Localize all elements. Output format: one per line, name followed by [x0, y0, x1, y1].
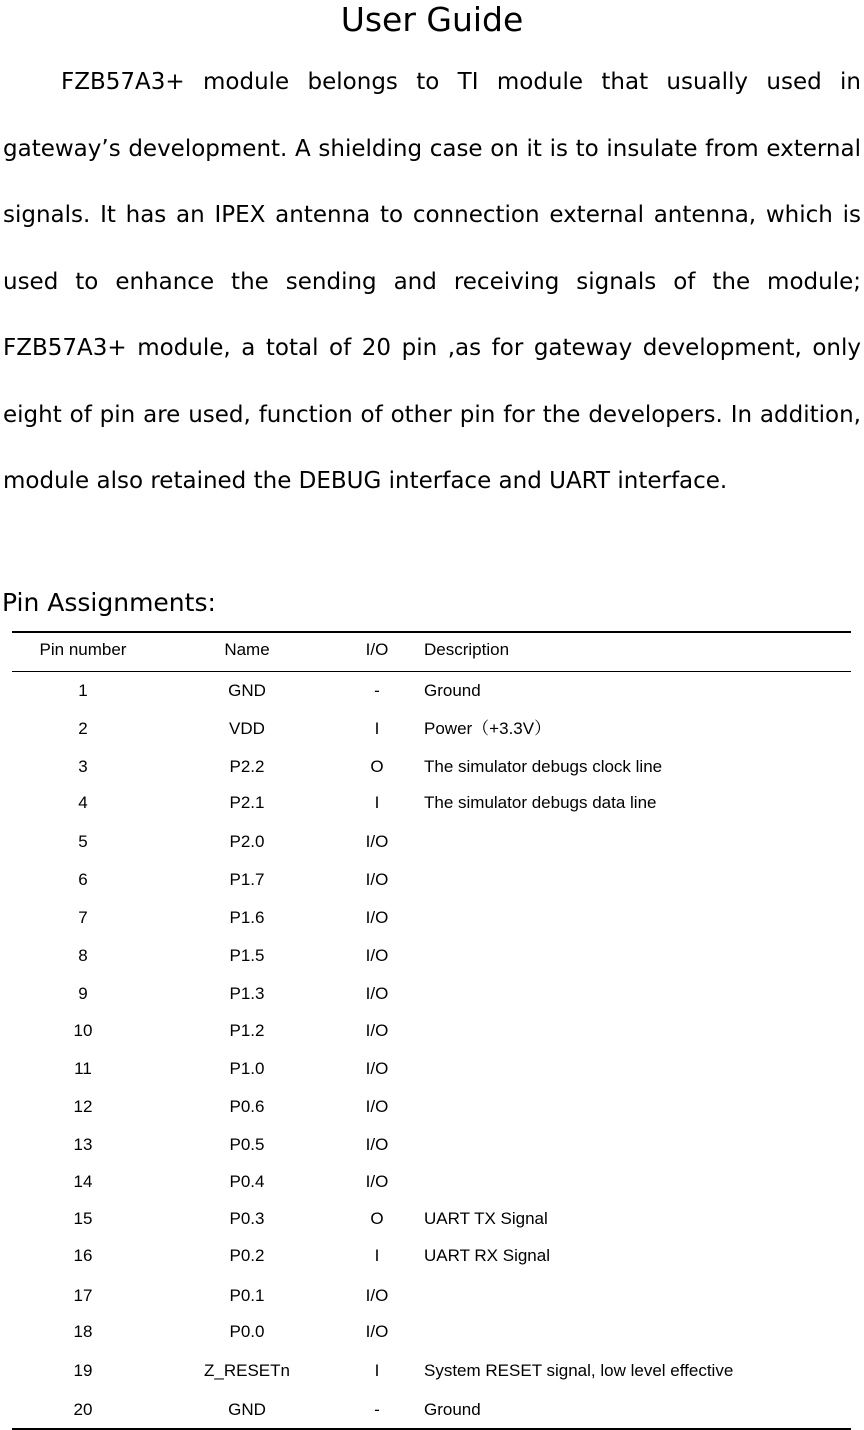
pin-io-cell: I — [374, 1361, 380, 1380]
pin-number-cell: 19 — [73, 1361, 93, 1380]
table-row — [0, 1132, 864, 1158]
pin-number-cell: 6 — [78, 870, 88, 889]
table-row — [0, 905, 864, 931]
pin-description-cell: The simulator debugs clock line — [424, 757, 663, 776]
section-heading-pin-assignments: Pin Assignments: — [2, 588, 216, 617]
pin-name-cell: P0.2 — [229, 1246, 265, 1265]
table-row — [0, 1319, 864, 1345]
pin-io-cell: I/O — [365, 832, 389, 851]
pin-name-cell: P1.6 — [229, 908, 265, 927]
pin-io-cell: I/O — [365, 946, 389, 965]
pin-name-cell: P1.3 — [229, 984, 265, 1003]
table-row — [0, 867, 864, 893]
table-row — [0, 754, 864, 780]
table-header-row — [0, 637, 864, 663]
table-row — [0, 716, 864, 742]
pin-number-cell: 12 — [73, 1097, 93, 1116]
pin-number-cell: 20 — [73, 1400, 93, 1419]
pin-name-cell: P2.2 — [229, 757, 265, 776]
table-top-rule — [12, 631, 851, 633]
pin-number-cell: 17 — [73, 1286, 93, 1305]
pin-number-cell: 13 — [73, 1135, 93, 1154]
pin-number-cell: 9 — [78, 984, 88, 1003]
pin-io-cell: I/O — [365, 1059, 389, 1078]
pin-io-cell: I/O — [365, 870, 389, 889]
pin-number-cell: 8 — [78, 946, 88, 965]
pin-name-cell: GND — [228, 681, 266, 700]
pin-description-cell: The simulator debugs data line — [424, 793, 657, 812]
pin-number-cell: 1 — [78, 681, 88, 700]
pin-number-cell: 15 — [73, 1209, 93, 1228]
pin-io-cell: I/O — [365, 908, 389, 927]
pin-io-cell: I/O — [365, 1172, 389, 1191]
pin-number-cell: 18 — [73, 1322, 93, 1341]
header-name: Name — [224, 640, 270, 659]
pin-name-cell: P0.0 — [229, 1322, 265, 1341]
pin-name-cell: P0.1 — [229, 1286, 265, 1305]
pin-io-cell: I/O — [365, 1286, 389, 1305]
pin-name-cell: P1.7 — [229, 870, 265, 889]
pin-description-cell: Ground — [424, 681, 481, 700]
pin-number-cell: 10 — [73, 1021, 93, 1040]
pin-io-cell: - — [374, 681, 380, 700]
table-row — [0, 1018, 864, 1044]
pin-name-cell: P0.5 — [229, 1135, 265, 1154]
pin-io-cell: I/O — [365, 1135, 389, 1154]
pin-number-cell: 2 — [78, 719, 88, 738]
table-row — [0, 829, 864, 855]
pin-name-cell: P1.0 — [229, 1059, 265, 1078]
pin-number-cell: 14 — [73, 1172, 93, 1191]
pin-name-cell: P0.4 — [229, 1172, 265, 1191]
pin-number-cell: 3 — [78, 757, 88, 776]
pin-name-cell: P1.5 — [229, 946, 265, 965]
pin-number-cell: 5 — [78, 832, 88, 851]
pin-io-cell: - — [374, 1400, 380, 1419]
table-bottom-rule — [12, 1428, 851, 1430]
pin-name-cell: Z_RESETn — [204, 1361, 290, 1380]
pin-description-cell: UART RX Signal — [424, 1246, 550, 1265]
pin-io-cell: O — [370, 1209, 384, 1228]
table-row — [0, 1283, 864, 1309]
table-row — [0, 981, 864, 1007]
pin-description-cell: System RESET signal, low level effective — [424, 1361, 734, 1380]
pin-io-cell: I/O — [365, 1322, 389, 1341]
pin-name-cell: P0.6 — [229, 1097, 265, 1116]
intro-paragraph: FZB57A3+ module belongs to TI module that usually used in gateway’s development. A shielding case on it is to insulate from external signals. It has an IPEX antenna to connection external antenna, which is used to enhance the sending and receiving signals of the module; FZB57A3+ module, a total of 20 pin ,as for gateway development, only eight of pin are used, function of other pin for the developers. In addition, module also retained the DEBUG interface and UART interface. — [3, 69, 861, 494]
pin-name-cell: P0.3 — [229, 1209, 265, 1228]
pin-number-cell: 4 — [78, 793, 88, 812]
table-row — [0, 678, 864, 704]
table-header-rule — [12, 671, 851, 672]
pin-io-cell: O — [370, 757, 384, 776]
pin-description-cell: UART TX Signal — [424, 1209, 548, 1228]
table-row — [0, 1397, 864, 1423]
header-description: Description — [424, 640, 510, 659]
pin-io-cell: I — [374, 793, 380, 812]
pin-number-cell: 16 — [73, 1246, 93, 1265]
pin-number-cell: 7 — [78, 908, 88, 927]
pin-description-cell: Ground — [424, 1400, 481, 1419]
pin-name-cell: P1.2 — [229, 1021, 265, 1040]
table-row — [0, 1358, 864, 1384]
pin-name-cell: GND — [228, 1400, 266, 1419]
table-row — [0, 1094, 864, 1120]
pin-description-cell: Power（+3.3V） — [424, 719, 552, 738]
pin-name-cell: P2.1 — [229, 793, 265, 812]
table-row — [0, 790, 864, 816]
pin-number-cell: 11 — [74, 1059, 92, 1078]
table-row — [0, 1056, 864, 1082]
pin-name-cell: P2.0 — [229, 832, 265, 851]
pin-io-cell: I — [374, 1246, 380, 1265]
pin-name-cell: VDD — [229, 719, 265, 738]
pin-io-cell: I/O — [365, 984, 389, 1003]
header-pin-number: Pin number — [39, 640, 127, 659]
page-title: User Guide — [340, 0, 524, 39]
pin-io-cell: I/O — [365, 1021, 389, 1040]
pin-io-cell: I/O — [365, 1097, 389, 1116]
table-row — [0, 1243, 864, 1269]
header-io: I/O — [365, 640, 389, 659]
pin-io-cell: I — [374, 719, 380, 738]
table-row — [0, 943, 864, 969]
table-row — [0, 1169, 864, 1195]
table-row — [0, 1206, 864, 1232]
